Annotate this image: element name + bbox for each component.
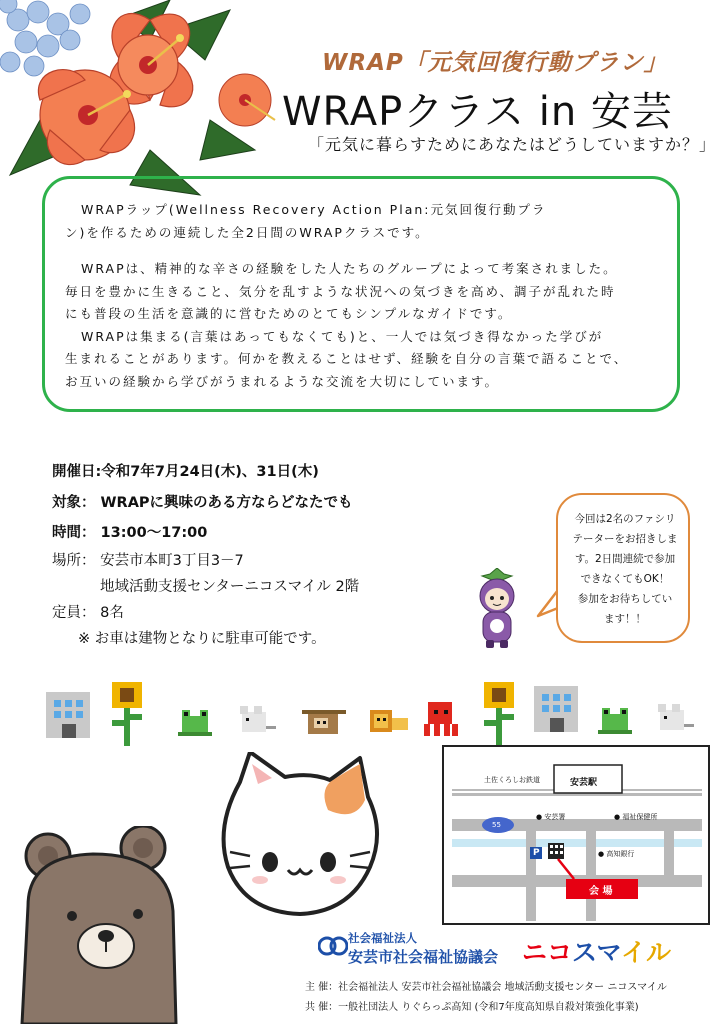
map-venue-label: 会 場 <box>589 886 613 897</box>
bubble-text: す。2日間連続で参加 <box>574 553 676 565</box>
lion-icon <box>370 710 408 732</box>
map-route-label: 55 <box>492 821 501 829</box>
map-welfare-label: ● 福祉保健所 <box>614 813 658 821</box>
org-name: 安芸市社会福祉協議会 <box>348 948 499 966</box>
sunflower-icon <box>112 682 142 746</box>
hibiscus-illustration <box>0 0 300 200</box>
speech-bubble <box>556 493 690 643</box>
frog-icon <box>178 710 212 736</box>
nico-smile-logo <box>522 933 671 969</box>
sunflower-icon <box>484 682 514 746</box>
intro-text: WRAPは、精神的な辛さの経験をした人たちのグループによって考案されました。 <box>81 261 618 276</box>
host-credit: 主 催：社会福祉法人 安芸市社会福祉協議会 地域活動支援センター ニコスマイル <box>305 982 667 993</box>
bubble-text: 参加をお待ちしてい <box>577 593 673 605</box>
bear-illustration <box>18 826 178 1024</box>
intro-text: ン)を作るための連続した全2日間のWRAPクラスです。 <box>65 224 430 240</box>
nico-logo-part: スマ <box>572 938 622 967</box>
event-date: 開催日:令和7年7月24日(木)、31日(木) <box>52 464 319 480</box>
bubble-text: ます！！ <box>604 613 646 625</box>
org-logo <box>348 930 498 967</box>
event-place: 場所： 安芸市本町3丁目3－7 <box>52 553 244 569</box>
bubble-text: 今回は2名のファシリ <box>574 513 676 525</box>
octopus-icon <box>424 702 458 736</box>
pixel-art-row <box>40 680 700 750</box>
eggplant-mascot <box>472 568 522 650</box>
subtitle: WRAP「元気回復行動プラン」 <box>322 50 668 76</box>
nico-logo-part: ニコ <box>522 938 573 967</box>
intro-box <box>42 176 680 412</box>
event-capacity: 定員： 8名 <box>52 605 124 621</box>
map-bank-label: ● 高知銀行 <box>598 850 635 858</box>
shakyo-logo-icon <box>318 932 348 960</box>
cat-illustration <box>210 752 390 922</box>
intro-text: にも普段の生活を意識的に営むためのとてもシンプルなガイドです。 <box>65 306 513 321</box>
parking-note: ※ お車は建物となりに駐車可能です。 <box>78 631 326 647</box>
event-time: 時間： 13:00～17:00 <box>52 525 208 541</box>
sloth-icon <box>302 710 346 734</box>
access-map <box>442 745 710 925</box>
map-railway-label: 土佐くろしお鉄道 <box>484 776 540 784</box>
building-icon <box>46 692 90 738</box>
map-police-label: ● 安芸署 <box>536 813 566 821</box>
intro-text: 生まれることがあります。何かを教えることはせず、経験を自分の言葉で語ることで、 <box>65 351 629 366</box>
tagline: 「元気に暮らすためにあなたはどうしていますか？」 <box>308 135 717 154</box>
bubble-text: できなくてもOK！ <box>580 573 670 585</box>
intro-text: お互いの経験から学びがうまれるような交流を大切にしています。 <box>65 373 500 389</box>
map-station-label: 安芸駅 <box>570 778 598 788</box>
event-target: 対象： WRAPに興味のある方ならどなたでも <box>52 495 353 511</box>
building-icon <box>534 686 578 732</box>
intro-text: 毎日を豊かに生きること、気分を乱すような状況への気づきを高め、調子が乱れた時 <box>65 283 616 299</box>
org-type: 社会福祉法人 <box>348 931 417 945</box>
page-title: WRAPクラス in 安芸 <box>282 89 673 135</box>
mouse-icon <box>240 706 276 732</box>
frog-icon <box>598 708 632 734</box>
nico-logo-part: イル <box>621 938 672 967</box>
bubble-text: テーターをお招きしま <box>572 533 678 545</box>
map-roads <box>444 747 708 923</box>
intro-text: WRAPは集まる(言葉はあってもなくても)と、一人では気づき得なかった学びが <box>81 328 604 344</box>
event-place-detail: 地域活動支援センターニコスマイル 2階 <box>100 579 360 595</box>
co-host-credit: 共 催：一般社団法人 りぐらっぷ高知 (令和7年度高知県自殺対策強化事業) <box>305 1002 639 1013</box>
intro-text: WRAPラップ(Wellness Recovery Action Plan:元気回復行動プラ <box>81 202 547 217</box>
mouse-icon <box>658 704 694 730</box>
map-parking-label: P <box>533 848 540 858</box>
